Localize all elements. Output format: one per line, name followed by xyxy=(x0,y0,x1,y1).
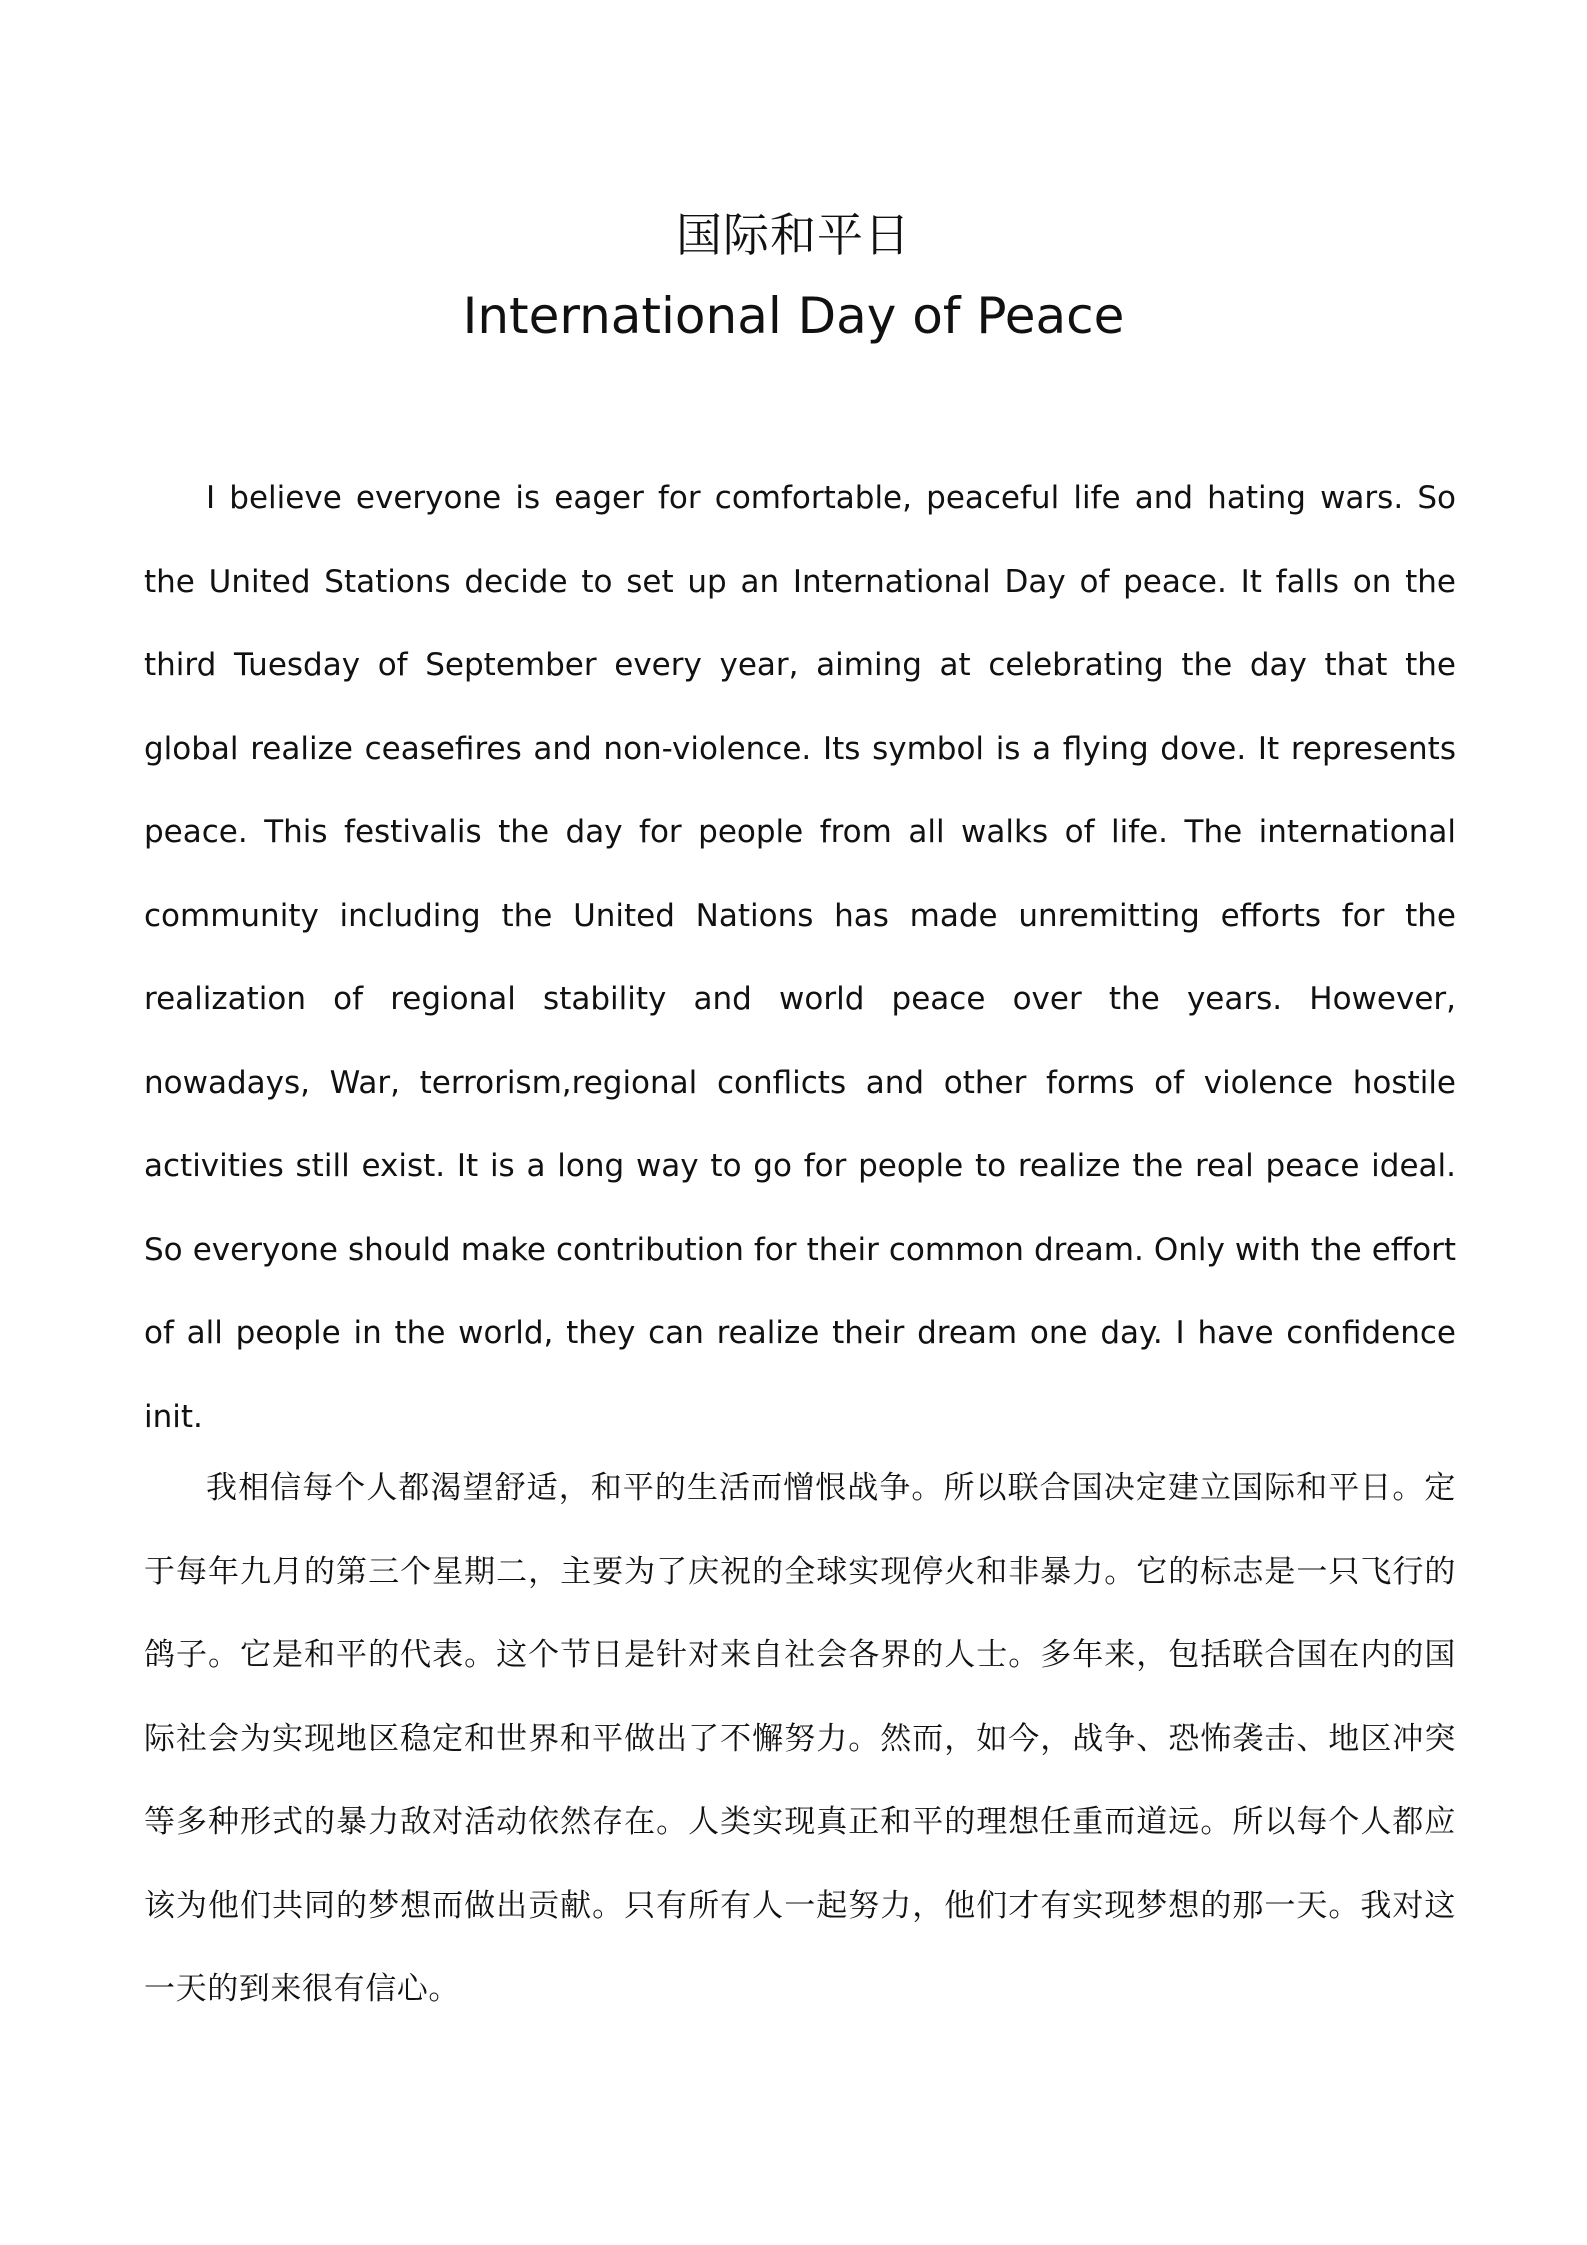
title-chinese: 国际和平日 xyxy=(676,208,911,262)
title-english: International Day of Peace xyxy=(462,287,1125,345)
paragraph-english: I believe everyone is eager for comfortable, peaceful life and hating wars. So the United Stations decide to set up an International Day of peace. It falls on the third Tuesday of September every year, aiming at celebrating the day that the global realize ceasefires and non-violence. Its symbol is a flying dove. It represents peace. This festivalis the day for people from all walks of life. The international community including the United Nations has made unremitting efforts for the realization of regional stability and world peace over the years. However, nowadays, War, terrorism,regional conflicts and other forms of violence hostile activities still exist. It is a long way to go for people to realize the real peace ideal. So everyone should make contribution for their common dream. Only with the effort of all people in the world, they can realize their dream one day. I have confidence init. xyxy=(144,480,1456,1435)
paragraph-chinese: 我相信每个人都渴望舒适，和平的生活而憎恨战争。所以联合国决定建立国际和平日。定于每年九月的第三个星期二，主要为了庆祝的全球实现停火和非暴力。它的标志是一只飞行的鸽子。它是和平的代表。这个节日是针对来自社会各界的人士。多年来，包括联合国在内的国际社会为实现地区稳定和世界和平做出了不懈努力。然而，如今，战争、恐怖袭击、地区冲突等多种形式的暴力敌对活动依然存在。人类实现真正和平的理想任重而道远。所以每个人都应该为他们共同的梦想而做出贡献。只有所有人一起努力，他们才有实现梦想的那一天。我对这一天的到来很有信心。 xyxy=(144,1470,1456,2007)
